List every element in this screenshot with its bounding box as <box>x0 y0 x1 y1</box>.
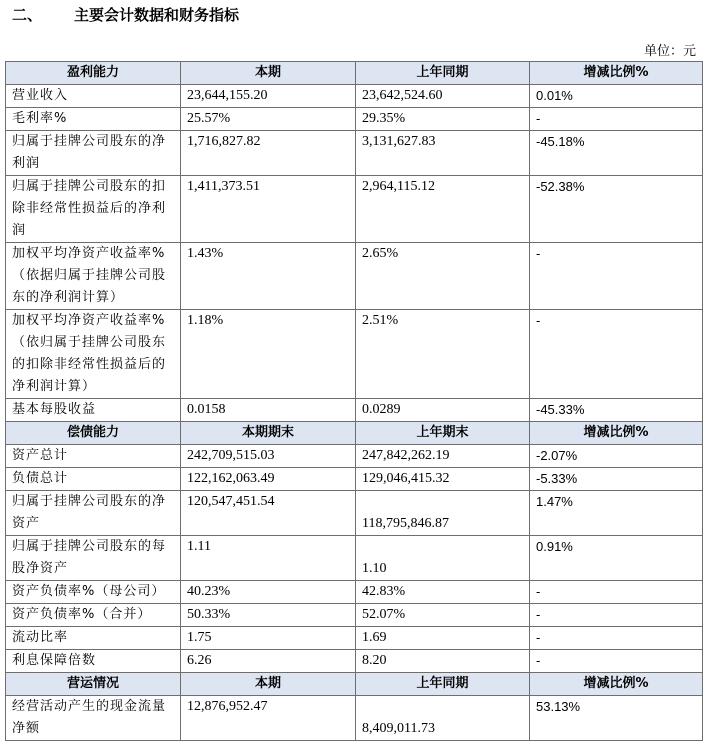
table-row <box>6 131 703 176</box>
header-cell: 上年同期 <box>356 62 530 85</box>
prior-value: 42.83% <box>356 581 530 604</box>
table-row <box>6 491 703 536</box>
section-title: 主要会计数据和财务指标 <box>74 6 240 24</box>
current-value: 0.0158 <box>181 399 356 422</box>
row-label: 归属于挂牌公司股东的每股净资产 <box>6 536 181 581</box>
current-value: 1.18% <box>181 310 356 399</box>
table-row <box>6 696 703 741</box>
table-row <box>6 581 703 604</box>
header-cell: 盈利能力 <box>6 62 181 85</box>
current-value: 122,162,063.49 <box>181 468 356 491</box>
section-heading <box>12 4 239 25</box>
table-row <box>6 445 703 468</box>
row-label: 营业收入 <box>6 85 181 108</box>
header-cell: 营运情况 <box>6 673 181 696</box>
table-row <box>6 176 703 243</box>
change-value: 0.91% <box>530 536 703 581</box>
prior-value: 1.10 <box>356 536 530 581</box>
prior-value: 2.65% <box>356 243 530 310</box>
row-label: 资产负债率%（母公司） <box>6 581 181 604</box>
change-value: -52.38% <box>530 176 703 243</box>
row-label: 加权平均净资产收益率%（依归属于挂牌公司股东的扣除非经常性损益后的净利润计算） <box>6 310 181 399</box>
prior-value: 118,795,846.87 <box>356 491 530 536</box>
row-label: 归属于挂牌公司股东的扣除非经常性损益后的净利润 <box>6 176 181 243</box>
change-value: -45.18% <box>530 131 703 176</box>
table-header-row <box>6 673 703 696</box>
header-cell: 本期 <box>181 673 356 696</box>
header-cell: 偿债能力 <box>6 422 181 445</box>
header-cell: 上年同期 <box>356 673 530 696</box>
unit-note: 单位：元 <box>643 44 696 59</box>
table-row <box>6 536 703 581</box>
change-value: - <box>530 627 703 650</box>
table-row <box>6 108 703 131</box>
current-value: 40.23% <box>181 581 356 604</box>
row-label: 归属于挂牌公司股东的净利润 <box>6 131 181 176</box>
change-value: 1.47% <box>530 491 703 536</box>
row-label: 利息保障倍数 <box>6 650 181 673</box>
header-cell: 上年期末 <box>356 422 530 445</box>
section-number: 二、 <box>12 6 43 24</box>
change-value: -2.07% <box>530 445 703 468</box>
header-cell: 增减比例% <box>530 62 703 85</box>
table-row <box>6 85 703 108</box>
change-value: - <box>530 108 703 131</box>
change-value: 0.01% <box>530 85 703 108</box>
prior-value: 129,046,415.32 <box>356 468 530 491</box>
prior-value: 52.07% <box>356 604 530 627</box>
row-label: 加权平均净资产收益率%（依据归属于挂牌公司股东的净利润计算） <box>6 243 181 310</box>
header-cell: 增减比例% <box>530 422 703 445</box>
table-header-row <box>6 422 703 445</box>
financial-indicators-table <box>5 61 703 741</box>
table-row <box>6 399 703 422</box>
row-label: 经营活动产生的现金流量净额 <box>6 696 181 741</box>
change-value: - <box>530 310 703 399</box>
table-row <box>6 310 703 399</box>
prior-value: 8,409,011.73 <box>356 696 530 741</box>
prior-value: 247,842,262.19 <box>356 445 530 468</box>
current-value: 1.43% <box>181 243 356 310</box>
table-row <box>6 627 703 650</box>
table-header-row <box>6 62 703 85</box>
prior-value: 3,131,627.83 <box>356 131 530 176</box>
row-label: 基本每股收益 <box>6 399 181 422</box>
row-label: 负债总计 <box>6 468 181 491</box>
header-cell: 本期 <box>181 62 356 85</box>
current-value: 242,709,515.03 <box>181 445 356 468</box>
prior-value: 0.0289 <box>356 399 530 422</box>
current-value: 1.75 <box>181 627 356 650</box>
row-label: 资产总计 <box>6 445 181 468</box>
current-value: 120,547,451.54 <box>181 491 356 536</box>
current-value: 25.57% <box>181 108 356 131</box>
current-value: 1.11 <box>181 536 356 581</box>
change-value: - <box>530 650 703 673</box>
table-row <box>6 604 703 627</box>
current-value: 1,411,373.51 <box>181 176 356 243</box>
table-row <box>6 468 703 491</box>
row-label: 资产负债率%（合并） <box>6 604 181 627</box>
prior-value: 2.51% <box>356 310 530 399</box>
prior-value: 2,964,115.12 <box>356 176 530 243</box>
prior-value: 29.35% <box>356 108 530 131</box>
change-value: -45.33% <box>530 399 703 422</box>
table-row <box>6 243 703 310</box>
current-value: 50.33% <box>181 604 356 627</box>
prior-value: 8.20 <box>356 650 530 673</box>
change-value: 53.13% <box>530 696 703 741</box>
table-row <box>6 650 703 673</box>
current-value: 12,876,952.47 <box>181 696 356 741</box>
prior-value: 23,642,524.60 <box>356 85 530 108</box>
header-cell: 本期期末 <box>181 422 356 445</box>
prior-value: 1.69 <box>356 627 530 650</box>
change-value: - <box>530 604 703 627</box>
change-value: -5.33% <box>530 468 703 491</box>
change-value: - <box>530 581 703 604</box>
row-label: 毛利率% <box>6 108 181 131</box>
change-value: - <box>530 243 703 310</box>
current-value: 6.26 <box>181 650 356 673</box>
row-label: 流动比率 <box>6 627 181 650</box>
current-value: 1,716,827.82 <box>181 131 356 176</box>
header-cell: 增减比例% <box>530 673 703 696</box>
row-label: 归属于挂牌公司股东的净资产 <box>6 491 181 536</box>
current-value: 23,644,155.20 <box>181 85 356 108</box>
